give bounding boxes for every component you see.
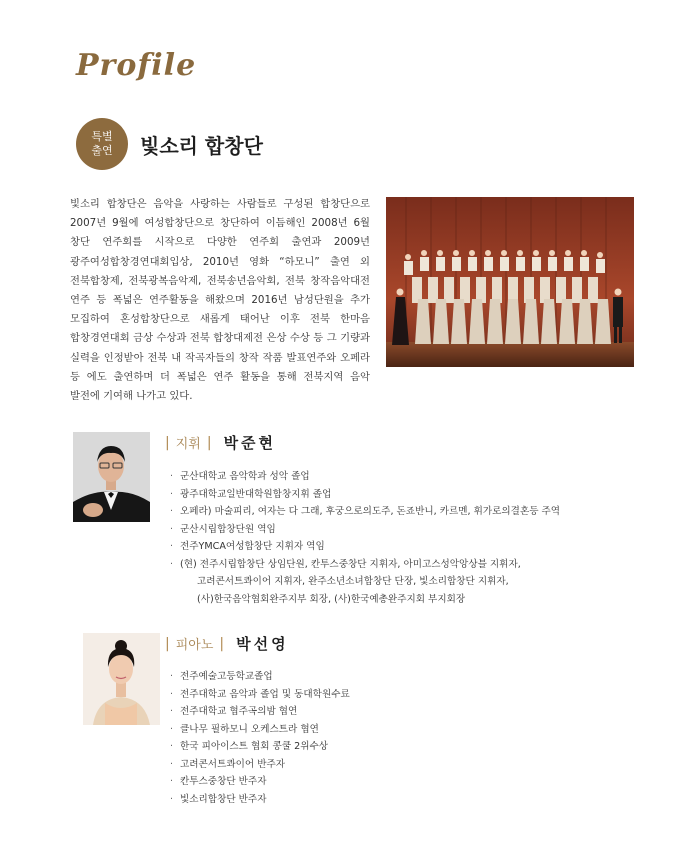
badge-line-1: 특별 — [91, 130, 113, 143]
list-item: · 클나무 필하모니 오케스트라 협연 — [168, 721, 350, 739]
group-introduction: 빛소리 합창단은 음악을 사랑하는 사람들로 구성된 합창단으로 2007년 9월에 여성합창단으로 창단하여 이듬해인 2008년 6월 창단 연주회를 시작으로 다양한 연주회 출연과 2009년 광주여성합창경연대회입상, 2010년 영화 “하모니” 출연 외 전북합창제, 전북광복음악제, 전북송년음악회, 전북 창작음악대전 연주 등 폭넓은 연주활동을 해왔으며 2016년 남성단원을 추가 모집하여 혼성합창단으로 새롭게 태어난 이후 전북 한마음 합창경연대회 금상 수상과 전북 합창대제전 은상 수상 등 그 기량과 실력을 인정받아 전북 내 작곡자들의 창작 작품 발표연주와 오페라 등 에도 출연하며 더 폭넓은 연주 활동을 통해 전북지역 음악 발전에 기여해 나가고 있다. — [70, 198, 370, 403]
page-title: Profile — [76, 48, 197, 83]
conductor-career-list — [168, 468, 560, 608]
list-item: · 고려콘서트콰이어 반주자 — [168, 756, 350, 774]
choir-photo — [386, 197, 634, 367]
current-positions-line-1: (현) 전주시립합창단 상임단원, 칸투스중창단 지휘자, 아미고스성악앙상블 지휘자, — [180, 558, 521, 570]
list-item: · 전주YMCA여성합창단 지휘자 역임 — [168, 538, 560, 556]
pianist-header — [165, 633, 289, 654]
current-positions-line-2: 고려콘서트콰이어 지휘자, 완주소년소녀합창단 단장, 빛소리합창단 지휘자, — [197, 576, 509, 587]
divider-bar: | — [165, 635, 170, 652]
list-item: · 전주대학교 음악과 졸업 및 동대학원수료 — [168, 686, 350, 704]
list-item: · 군산대학교 음악학과 성악 졸업 — [168, 468, 560, 486]
badge-line-2: 출연 — [91, 144, 113, 157]
current-positions-line-3: (사)한국음악협회완주지부 회장, (사)한국예총완주지회 부지회장 — [197, 593, 466, 605]
divider-bar: | — [165, 434, 170, 451]
pianist-career-list — [168, 668, 350, 808]
list-item — [168, 556, 560, 609]
divider-bar: | — [219, 635, 225, 652]
pianist-role: 피아노 — [175, 638, 214, 653]
conductor-header — [165, 432, 276, 453]
group-name: 빛소리 합창단 — [140, 134, 263, 158]
list-item: · 전주예술고등학교졸업 — [168, 668, 350, 686]
conductor-role: 지휘 — [175, 437, 201, 452]
conductor-photo — [73, 432, 150, 522]
special-appearance-badge — [76, 118, 128, 170]
list-item: · 한국 피아이스트 협회 콩쿨 2위수상 — [168, 738, 350, 756]
list-item: · 광주대학교일반대학원합창지휘 졸업 — [168, 486, 560, 504]
list-item: · 군산시립합창단원 역임 — [168, 521, 560, 539]
list-item: · 전주대학교 협주곡의밤 협연 — [168, 703, 350, 721]
list-item: · 오페라) 마술피리, 여자는 다 그래, 후궁으로의도주, 돈죠반니, 카르멘, 휘가로의결혼등 주역 — [168, 503, 560, 521]
list-item: · 칸투스중창단 반주자 — [168, 773, 350, 791]
list-item: · 빛소리합창단 반주자 — [168, 791, 350, 809]
pianist-photo — [83, 633, 160, 725]
divider-bar: | — [206, 434, 212, 451]
pianist-name: 박선영 — [236, 635, 289, 653]
conductor-name: 박준현 — [223, 434, 277, 452]
